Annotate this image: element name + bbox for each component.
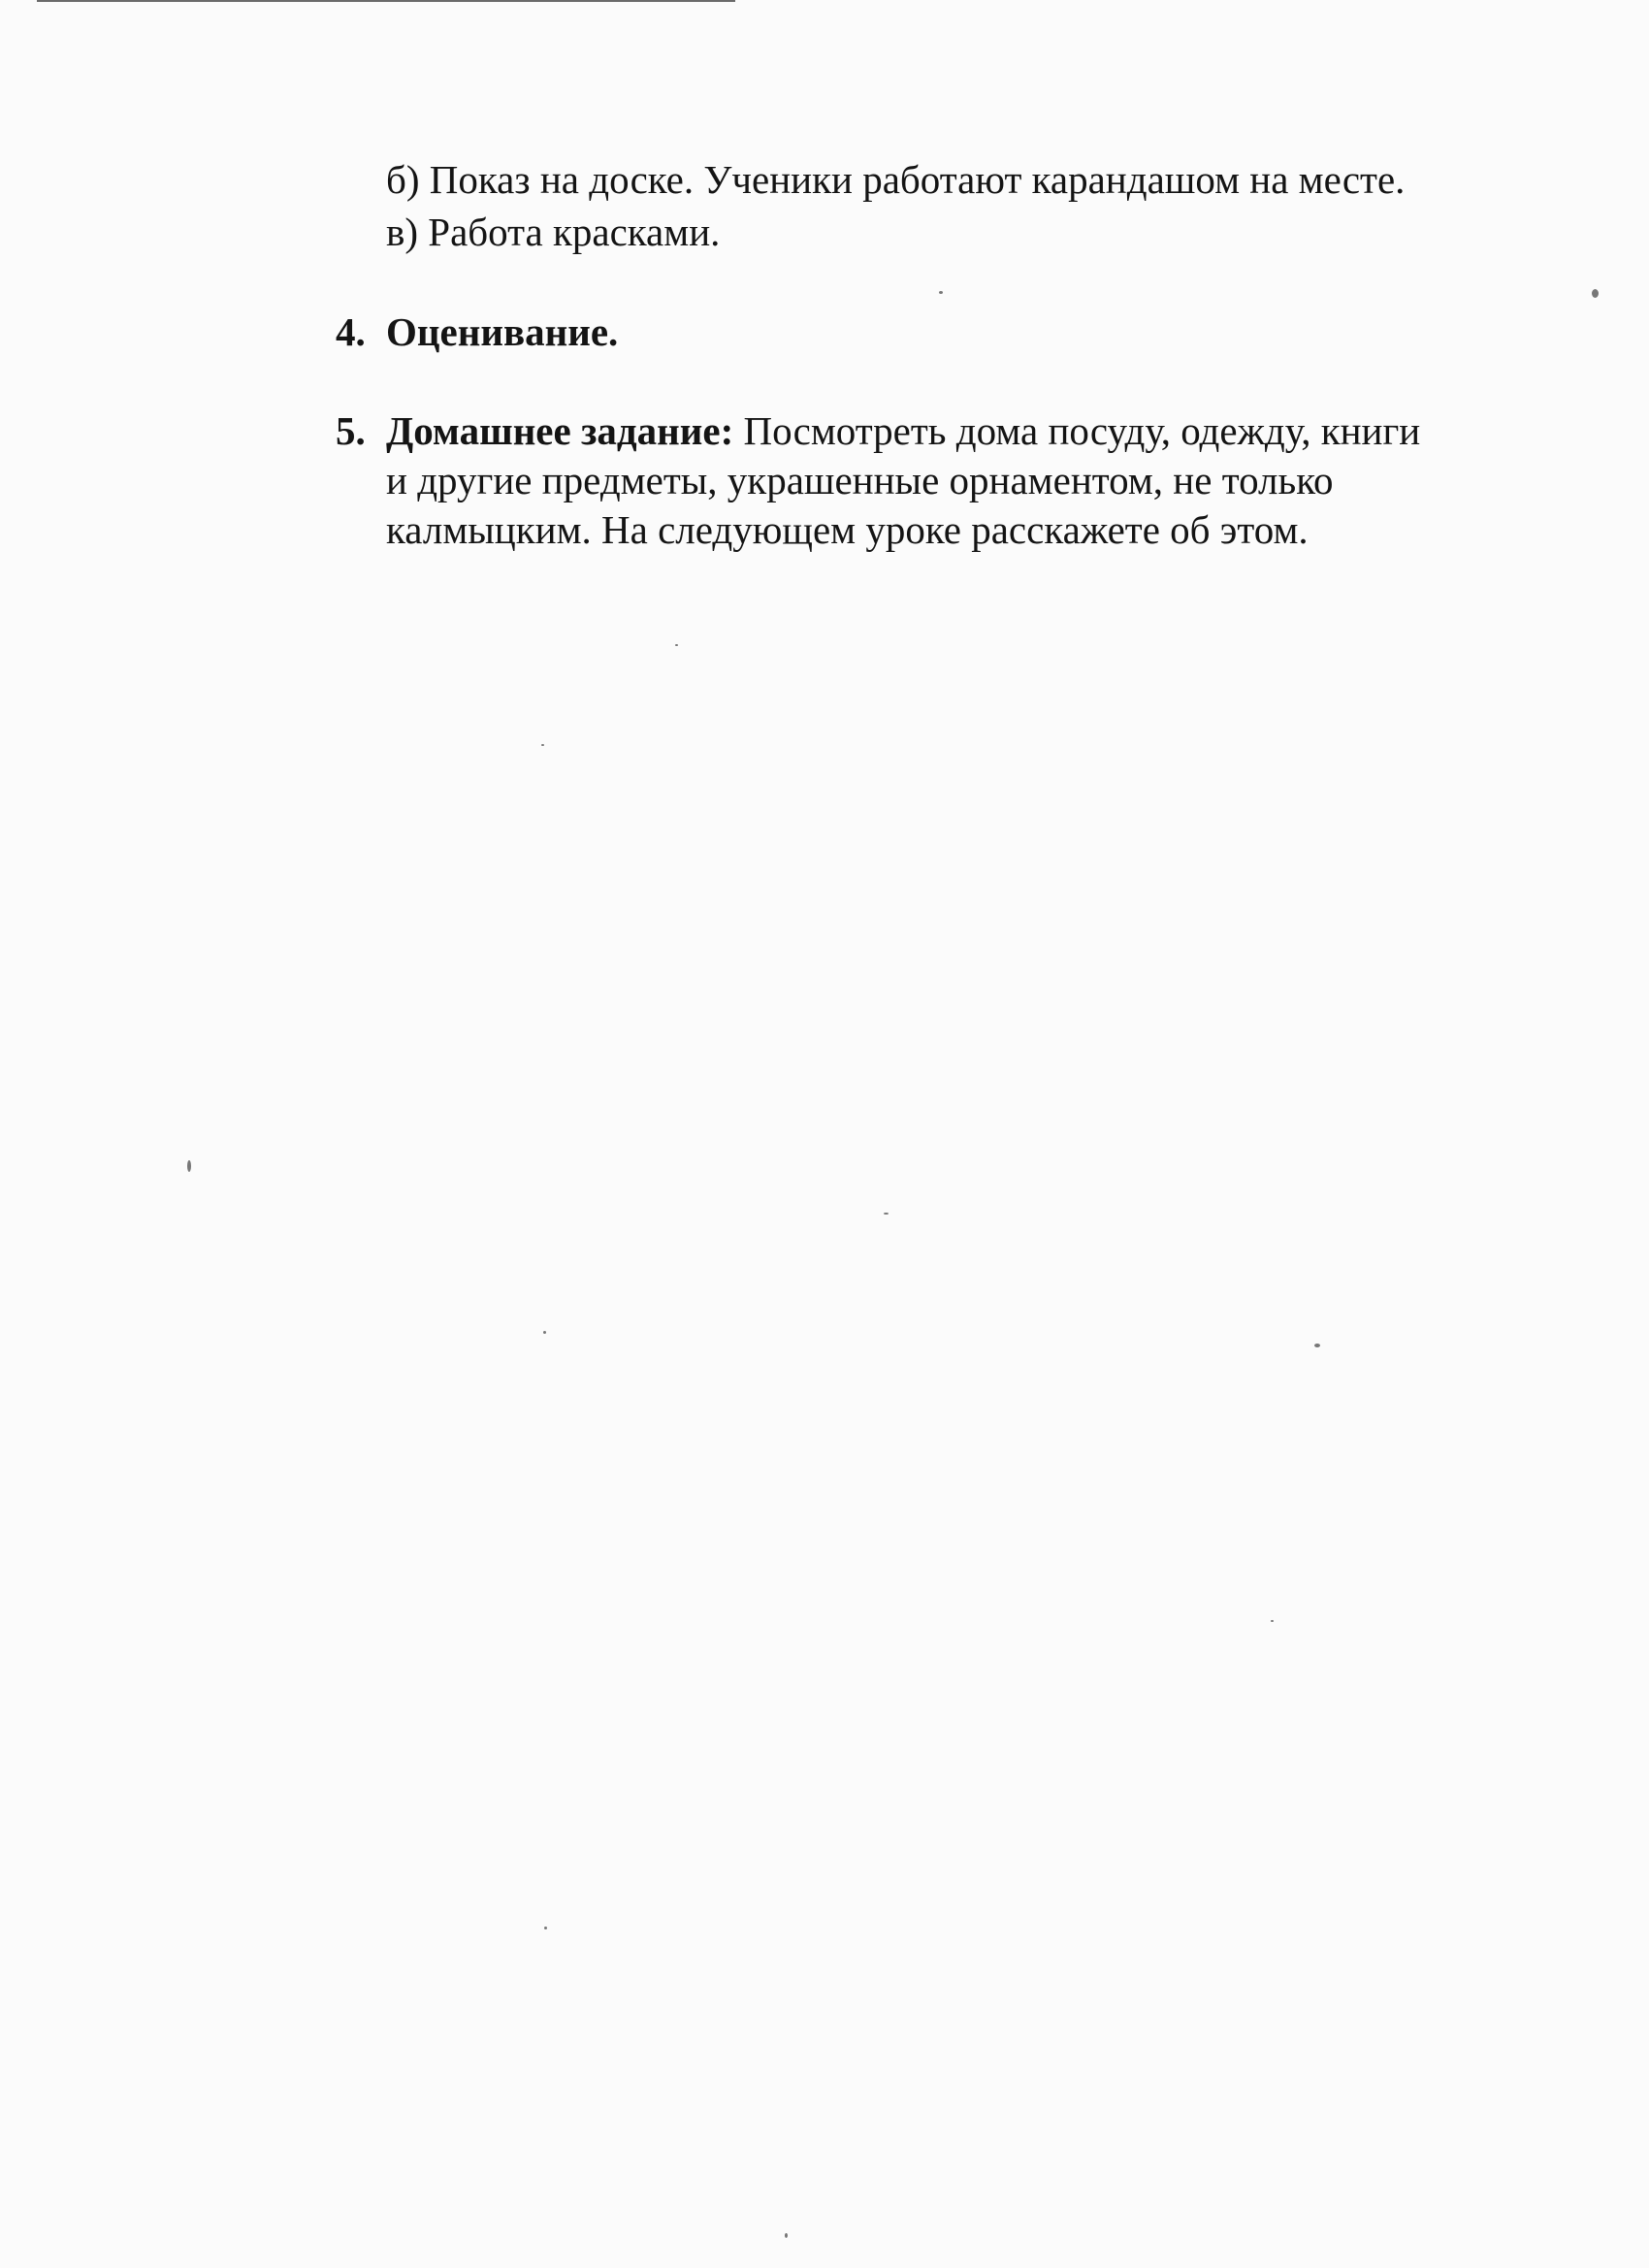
top-scan-rule <box>37 0 735 2</box>
list-item-heading: Домашнее задание: <box>386 408 734 453</box>
scan-speck <box>939 291 943 294</box>
list-item-line: и другие предметы, украшенные орнаментом, не только <box>386 458 1334 502</box>
scan-speck <box>541 744 544 746</box>
scan-speck <box>884 1213 889 1215</box>
sub-item-v: в) Работа красками. <box>386 210 721 254</box>
list-item-number: 5. <box>336 408 366 453</box>
list-item-first-line <box>386 406 1569 455</box>
scan-speck <box>1314 1344 1320 1347</box>
scan-speck <box>544 1927 547 1929</box>
sub-item-b: б) Показ на доске. Ученики работают карандашом на месте. <box>386 157 1406 202</box>
list-item-line: калмыцким. На следующем уроке расскажете об этом. <box>386 507 1309 552</box>
list-item-number: 4. <box>336 309 366 354</box>
scan-speck <box>187 1160 191 1172</box>
scan-speck <box>543 1331 546 1334</box>
list-item-body <box>386 308 1569 356</box>
list-item-heading: Оценивание. <box>386 309 619 354</box>
scan-speck <box>785 2233 788 2238</box>
list-item-body <box>386 406 1569 554</box>
scan-speck <box>1271 1620 1274 1622</box>
scan-speck <box>675 644 678 646</box>
scan-speck <box>1592 289 1599 298</box>
list-item-first-line-text: Посмотреть дома посуду, одежду, книги <box>733 408 1421 453</box>
